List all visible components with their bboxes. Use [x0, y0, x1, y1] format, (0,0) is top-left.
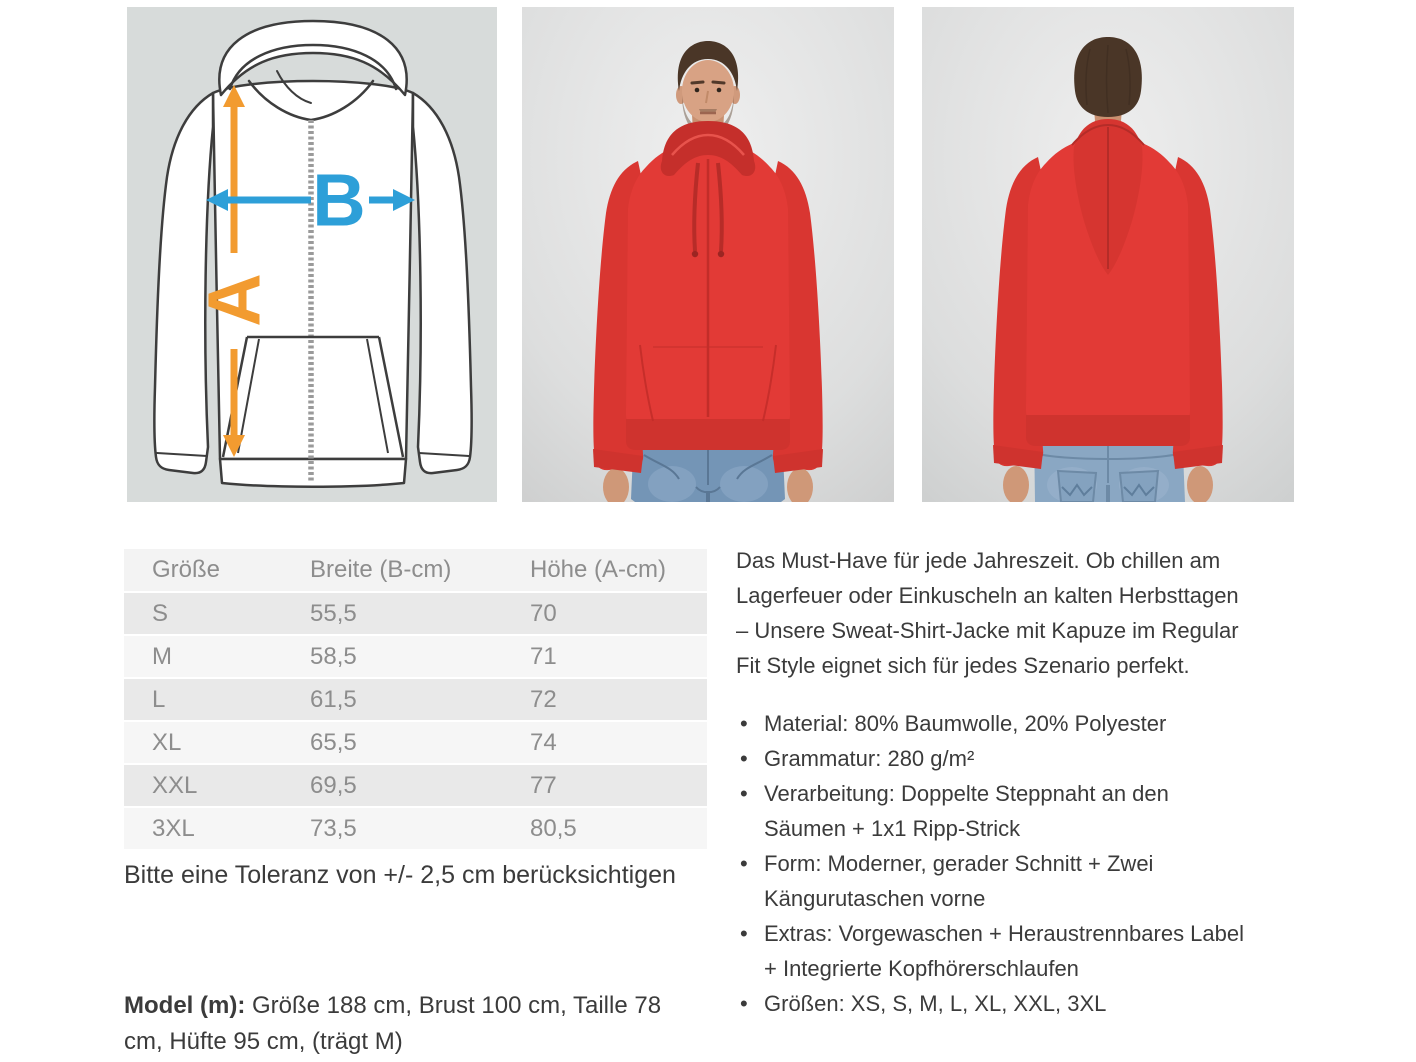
hem-band [626, 419, 790, 450]
bullet-text: Form: Moderner, gerader Schnitt + Zwei Kängurutaschen vorne [764, 851, 1154, 911]
size-cell: S [152, 599, 169, 627]
hoodie-measure-diagram [127, 7, 497, 502]
model-front-illustration [522, 7, 894, 502]
size-table [124, 549, 707, 851]
size-table-row [124, 636, 707, 677]
measure-label-a: A [192, 273, 276, 327]
bullet-item-material [736, 706, 1256, 741]
bullet-text: Größen: XS, S, M, L, XL, XXL, 3XL [764, 991, 1107, 1016]
height-cell: 77 [530, 771, 557, 799]
height-cell: 70 [530, 599, 557, 627]
model-info-text: Größe 188 cm, Brust 100 cm, Taille 78 cm, Hüfte 95 cm, (trägt M) [124, 992, 662, 1055]
bullet-text: Grammatur: 280 g/m² [764, 746, 975, 771]
width-cell: 61,5 [310, 685, 357, 713]
bullet-item-verarbeitung [736, 776, 1256, 846]
width-cell: 65,5 [310, 728, 357, 756]
size-table-row [124, 722, 707, 763]
height-cell: 74 [530, 728, 557, 756]
drawstring-aglet [718, 251, 724, 257]
col-header-width: Breite (B-cm) [310, 556, 452, 583]
bullet-item-form [736, 846, 1256, 916]
size-table-row [124, 679, 707, 720]
left-eye [695, 88, 700, 93]
drawstring-aglet [692, 251, 698, 257]
model-info-label: Model (m): [124, 992, 246, 1019]
size-diagram-panel [127, 7, 497, 502]
tolerance-note: Bitte eine Toleranz von +/- 2,5 cm berücksichtigen [124, 861, 676, 889]
size-table-row [124, 593, 707, 634]
size-cell: XL [152, 728, 182, 756]
measure-label-b: B [312, 158, 366, 242]
hem-band [1026, 415, 1190, 446]
bullet-text: Material: 80% Baumwolle, 20% Polyester [764, 711, 1167, 736]
width-cell: 73,5 [310, 814, 357, 842]
bullet-item-grammatur [736, 741, 1256, 776]
col-header-size: Größe [152, 556, 221, 583]
model-photo-back [922, 7, 1294, 502]
height-cell: 80,5 [530, 814, 577, 842]
bullet-text: Extras: Vorgewaschen + Heraustrennbares Label + Integrierte Kopfhörerschlaufen [764, 921, 1245, 981]
height-cell: 71 [530, 642, 557, 670]
product-description [736, 543, 1256, 1021]
size-cell: XXL [152, 771, 198, 799]
size-table-header-row [124, 549, 707, 591]
height-cell: 72 [530, 685, 557, 713]
size-cell: L [152, 685, 166, 713]
model-back-illustration [922, 7, 1294, 502]
col-header-height: Höhe (A-cm) [530, 556, 667, 583]
model-photo-front [522, 7, 894, 502]
width-cell: 55,5 [310, 599, 357, 627]
model-info [124, 988, 690, 1060]
right-eye [717, 88, 722, 93]
size-cell: 3XL [152, 814, 195, 842]
description-bullets [736, 706, 1256, 1021]
description-intro: Das Must-Have für jede Jahreszeit. Ob chillen am Lagerfeuer oder Einkuscheln an kalten Herbsttagen – Unsere Sweat-Shirt-Jacke mit Kapuze im Regular Fit Style eignet sich für jedes Szenario perfekt. [736, 548, 1239, 678]
size-table-row [124, 808, 707, 849]
size-table-row [124, 765, 707, 806]
bullet-item-extras [736, 916, 1256, 986]
bullet-text: Verarbeitung: Doppelte Steppnaht an den Säumen + 1x1 Ripp-Strick [764, 781, 1169, 841]
bullet-item-groessen [736, 986, 1256, 1021]
width-cell: 58,5 [310, 642, 357, 670]
size-cell: M [152, 642, 172, 670]
width-cell: 69,5 [310, 771, 357, 799]
